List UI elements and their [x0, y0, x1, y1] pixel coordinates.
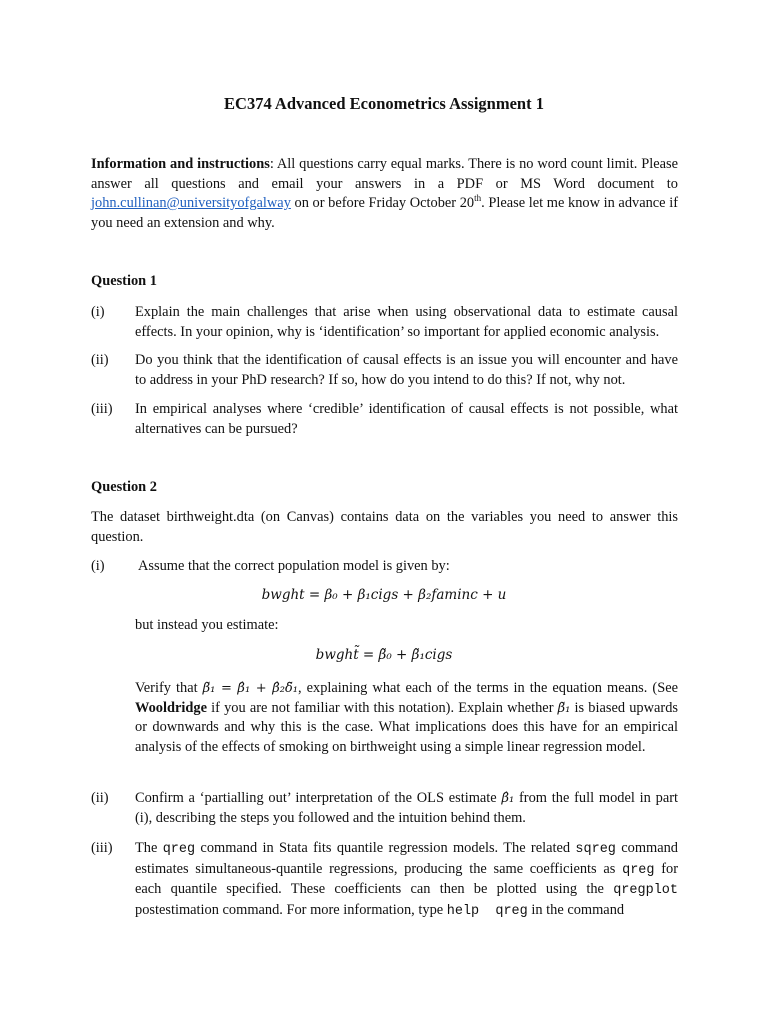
instructions-text-3: . Please let me know in advance if you need an extension and why.: [91, 195, 678, 231]
q2-iii-text: for each quantile specified. These coefficients can then be plotted using the: [135, 860, 678, 897]
q2-item-number: (ii): [91, 790, 109, 806]
verify-text: , explaining what each of the terms in the equation means. (See: [297, 680, 678, 696]
q1-item-number: (ii): [91, 352, 109, 368]
verify-text: if you are not familiar with this notation). Explain whether: [206, 699, 558, 716]
date-suffix: th: [474, 193, 482, 204]
email-link[interactable]: john.cullinan@universityofgalway: [91, 195, 291, 211]
instructions-paragraph: [91, 155, 678, 233]
stata-command: qreg: [622, 862, 655, 878]
verify-formula: β̃₁ = β̂₁ + β̂₂δ̃₁: [202, 681, 298, 696]
equation-estimated-model: bwght̃ = β̃₀ + β̃₁cigs: [315, 647, 453, 663]
q1-item-number: (i): [91, 304, 105, 320]
question-2-heading: Question 2: [91, 479, 157, 495]
q1-item-number: (iii): [91, 401, 113, 417]
stata-command: help qreg: [446, 903, 528, 919]
stata-command: qreg: [162, 842, 196, 857]
wooldridge-reference: Wooldridge: [135, 699, 207, 716]
q2-item-number: (iii): [91, 840, 113, 856]
instructions-label: Information and instructions: [91, 156, 270, 172]
q2-ii-text: from the full model in part (i), describing the steps you followed and the intuition behind them.: [135, 790, 678, 826]
q2-item-text: but instead you estimate:: [135, 617, 279, 633]
ols-estimate-symbol: β̂₁: [501, 791, 515, 806]
q2-iii-text: in the command: [527, 901, 625, 918]
q2-intro: The dataset birthweight.dta (on Canvas) contains data on the variables you need to answer this question.: [91, 509, 678, 545]
q1-item-text: Explain the main challenges that arise when using observational data to estimate causal effects. In your opinion, why is ‘identification’ so important for applied economic analysis.: [135, 304, 678, 340]
page-title: EC374 Advanced Econometrics Assignment 1: [224, 94, 544, 113]
q1-item-text: In empirical analyses where ‘credible’ identification of causal effects is not possible, what alternatives can be pursued?: [135, 401, 678, 437]
stata-command: sqreg: [575, 842, 616, 857]
q2-item-number: (i): [91, 558, 105, 574]
verify-formula: β̃₁: [557, 700, 571, 716]
q2-iii-text: command estimates simultaneous-quantile regressions, producing the same coefficients as: [135, 840, 678, 877]
q2-iii-text: The: [135, 840, 163, 856]
verify-text: Verify that: [135, 680, 203, 696]
q2-iii-text: postestimation command. For more information, type: [135, 901, 447, 918]
instructions-text-1: : All questions carry equal marks. There is no word count limit. Please answer all questions and email your answers in a PDF or MS Word document to: [91, 156, 678, 192]
q2-ii-text: Confirm a ‘partialling out’ interpretation of the OLS estimate: [135, 790, 502, 806]
equation-population-model: bwght = β₀ + β₁cigs + β₂faminc + u: [261, 587, 507, 603]
verify-paragraph: [135, 679, 678, 757]
stata-command: qregplot: [613, 883, 678, 898]
verify-text: is biased upwards or downwards and why this is the case. What implications does this have for an empirical analysis of the effects of smoking on birthweight using a simple linear regression model.: [135, 699, 678, 755]
question-1-heading: Question 1: [91, 273, 157, 289]
q1-item-text: Do you think that the identification of causal effects is an issue you will encounter and have to address in your PhD research? If so, how do you intend to do this? If not, why not.: [135, 352, 678, 388]
q2-item-text: [135, 839, 678, 921]
instructions-text-2: on or before Friday October 20: [290, 195, 475, 211]
q2-iii-text: command in Stata fits quantile regression models. The related: [195, 840, 576, 856]
q2-item-text: [135, 789, 678, 828]
q2-item-text: Assume that the correct population model is given by:: [138, 558, 450, 574]
